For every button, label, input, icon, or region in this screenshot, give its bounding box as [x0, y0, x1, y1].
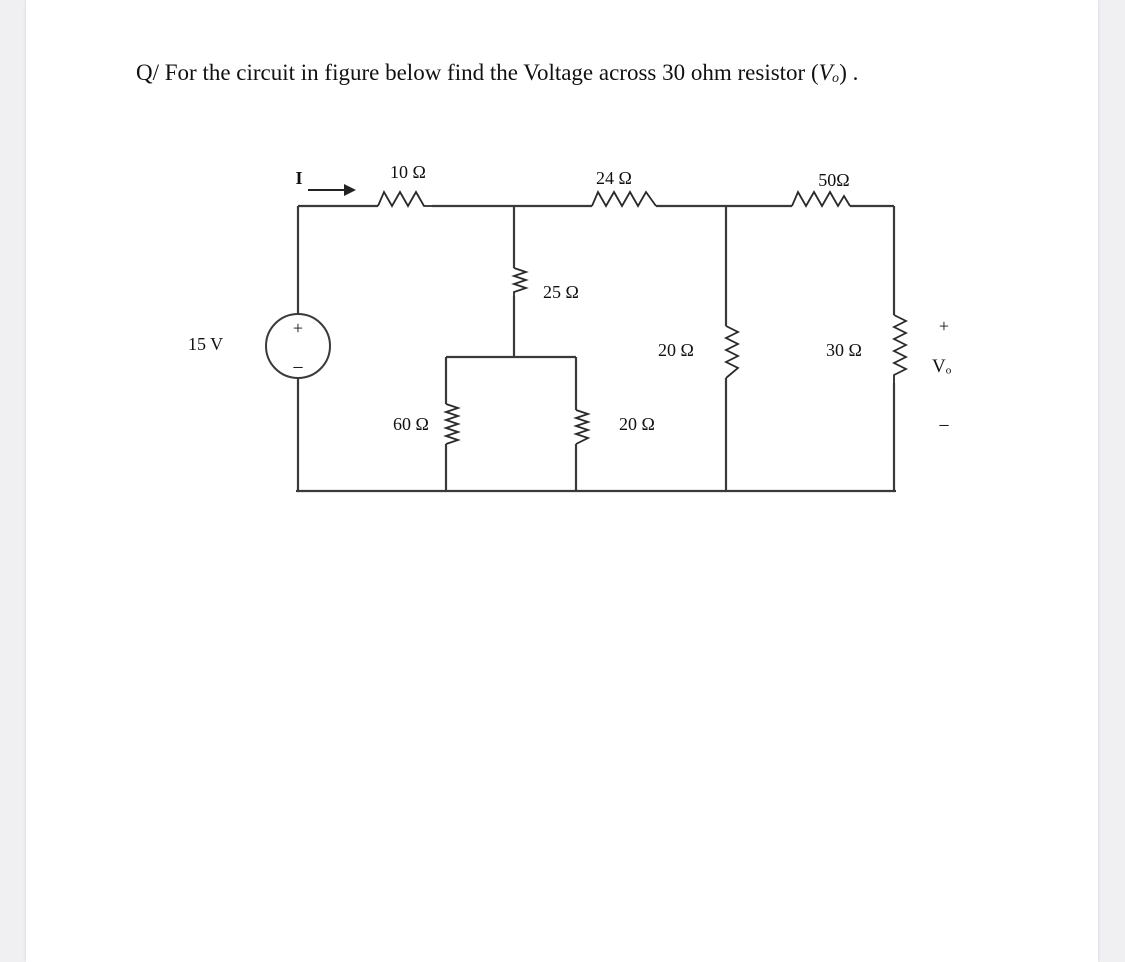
voltage-source [188, 314, 330, 379]
resistor-60-ohm [393, 404, 458, 444]
resistor-30-symbol [894, 315, 906, 383]
resistor-24-ohm [592, 168, 656, 206]
resistor-10-symbol [378, 192, 432, 206]
resistor-20-right-symbol [726, 326, 738, 378]
resistor-50-symbol [792, 192, 850, 206]
resistor-10-label: 10 Ω [390, 162, 426, 182]
resistor-24-symbol [592, 192, 656, 206]
resistor-30-label: 30 Ω [826, 340, 862, 360]
resistor-60-label: 60 Ω [393, 414, 429, 434]
resistor-60-symbol [446, 404, 458, 444]
question-prefix: Q/ For the circuit in figure below find the Voltage across 30 ohm resistor ( [136, 60, 819, 85]
resistor-24-label: 24 Ω [596, 168, 632, 188]
resistor-20-ohm-lower [576, 410, 655, 444]
output-voltage-label: Vₒ [932, 356, 952, 377]
resistor-20-right-label: 20 Ω [658, 340, 694, 360]
circuit-wires [296, 206, 896, 491]
current-indicator [295, 168, 356, 196]
resistor-20-ohm-right [658, 326, 738, 378]
resistor-30-ohm [826, 315, 906, 383]
output-plus: + [938, 316, 950, 336]
current-arrowhead [344, 184, 356, 196]
resistor-50-label: 50Ω [818, 170, 850, 190]
resistor-25-ohm [514, 268, 579, 302]
resistor-25-symbol [514, 268, 526, 296]
source-minus: − [292, 357, 304, 379]
resistor-10-ohm [378, 162, 432, 206]
question-symbol: Vₒ [818, 60, 840, 85]
source-voltage-label: 15 V [188, 334, 224, 354]
current-label: I [295, 168, 303, 188]
resistor-20-lower-symbol [576, 410, 588, 444]
output-minus: − [938, 415, 950, 437]
output-voltage [932, 316, 952, 437]
source-plus: + [292, 318, 304, 338]
resistor-50-ohm [792, 170, 850, 206]
resistor-25-label: 25 Ω [543, 282, 579, 302]
resistor-20-lower-label: 20 Ω [619, 414, 655, 434]
question-suffix: ) . [839, 60, 859, 85]
